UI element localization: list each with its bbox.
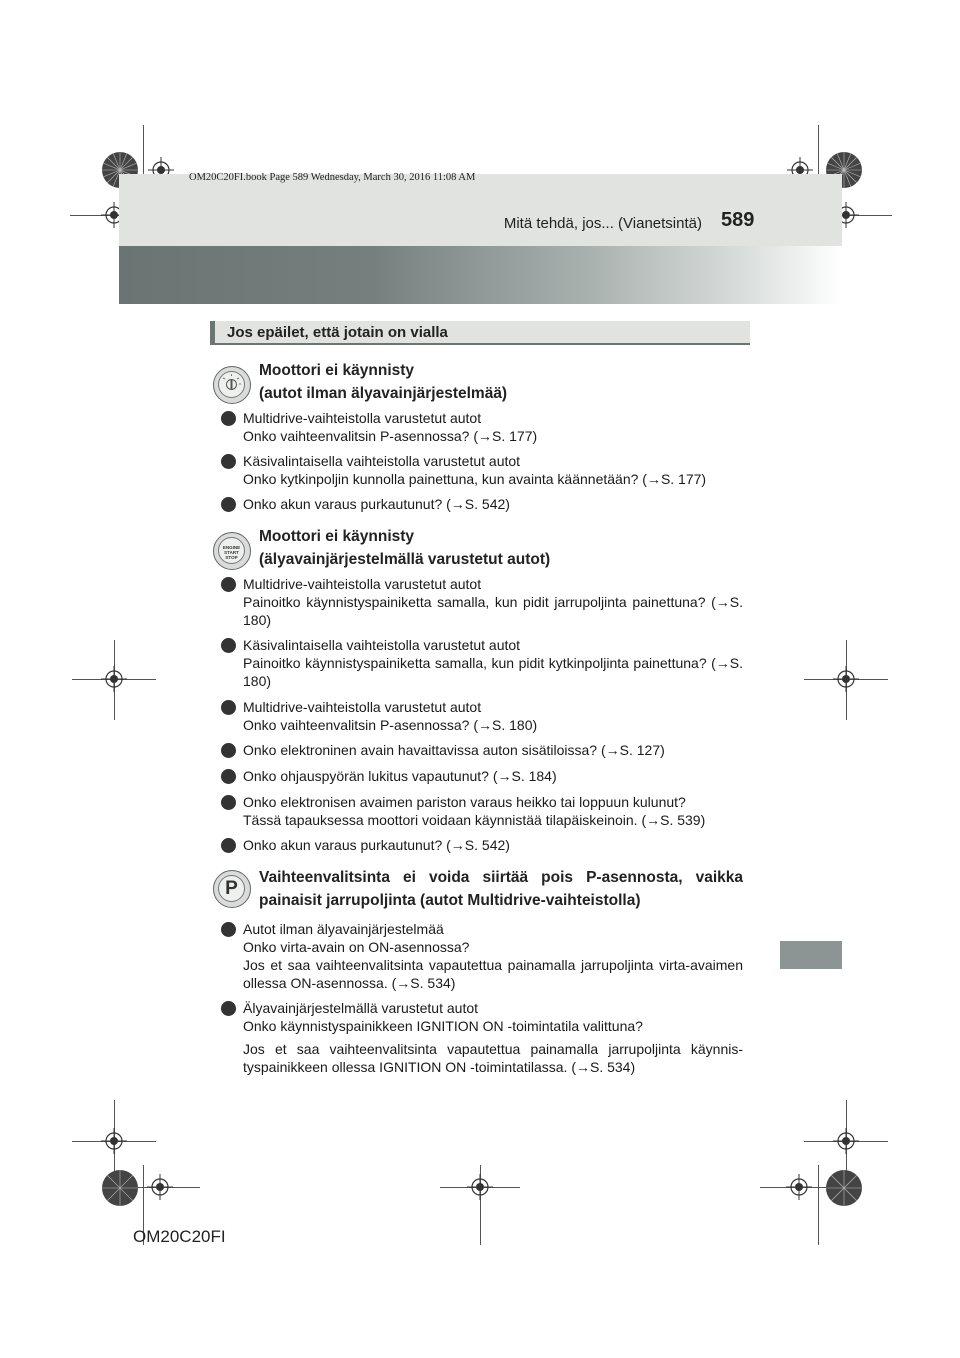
bullet-icon: [221, 795, 236, 810]
engine-start-stop-button-icon: ENGINE START STOP: [213, 532, 251, 570]
crosshair-mark-icon: [833, 1128, 859, 1154]
block2-title-line1: Moottori ei käynnisty: [259, 528, 415, 545]
bullet-icon: [221, 411, 236, 426]
block1-title-line1: Moottori ei käynnisty: [259, 362, 415, 379]
block3-title: Vaihteenvalitsinta ei voida siirtää pois P-asennosta, vaikka painaisit jarrupoljinta (autot Multidrive-vaihteistolla): [259, 869, 743, 909]
bullet-icon: [221, 838, 236, 853]
document-code: OM20C20FI: [133, 1227, 226, 1246]
bullet-icon: [221, 922, 236, 937]
chapter-title: Mitä tehdä, jos... (Vianetsintä): [503, 215, 702, 232]
list-item: Käsivalintaisella vaihteistolla varustetut autot Painoitko käynnistyspainiketta samalla, kun pidit kytkinpoljinta painettuna? (→S. 180): [243, 637, 743, 689]
page-number: 589: [721, 209, 755, 231]
bullet-icon: [221, 454, 236, 469]
crosshair-mark-icon: [467, 1174, 493, 1200]
bullet-icon: [221, 1001, 236, 1016]
section-heading: [210, 321, 750, 345]
block1-title: [259, 359, 507, 405]
list-item: Onko ohjauspyörän lukitus vapautunut? (→S. 184): [243, 768, 557, 784]
list-item: Onko akun varaus purkautunut? (→S. 542): [243, 837, 510, 853]
block2-title: [259, 525, 550, 571]
section-heading-text: Jos epäilet, että jotain on vialla: [227, 324, 448, 341]
crosshair-mark-icon: [101, 1128, 127, 1154]
ignition-key-switch-icon: [213, 366, 251, 404]
list-item: Onko elektroninen avain havaittavissa auton sisätiloissa? (→S. 127): [243, 742, 665, 758]
list-item: Onko elektronisen avaimen pariston varaus heikko tai loppuun kulunut? Tässä tapauksessa moottori voidaan käynnistää tilapäiskeinoin. (→S. 539): [243, 794, 706, 828]
crosshair-mark-icon: [101, 666, 127, 692]
block1-title-line2: (autot ilman älyavainjärjestelmää): [259, 385, 508, 402]
list-item: Multidrive-vaihteistolla varustetut autot Onko vaihteenvalitsin P-asennossa? (→S. 180): [243, 699, 538, 733]
header-gradient-bar: [119, 246, 842, 304]
parking-p-icon: P: [213, 870, 251, 908]
chapter-side-tab: [780, 941, 842, 969]
bullet-icon: [221, 700, 236, 715]
registration-mark-icon: [824, 1168, 864, 1208]
bullet-icon: [221, 743, 236, 758]
block2-title-line2: (älyavainjärjestelmällä varustetut autot): [259, 551, 551, 568]
bullet-icon: [221, 497, 236, 512]
crosshair-mark-icon: [833, 666, 859, 692]
list-item: Multidrive-vaihteistolla varustetut autot Painoitko käynnistyspainiketta samalla, kun pidit jarrupoljinta painettuna? (→S. 180): [243, 576, 743, 628]
bullet-icon: [221, 638, 236, 653]
list-item: Älyavainjärjestelmällä varustetut autot Onko käynnistyspainikkeen IGNITION ON -toimintatila valittuna? Jos et saa vaihteenvalitsinta vapautettua painamalla jarrupoljinta käynnis-tyspainikkeen ollessa IGNITION ON -toimintatilassa. (→S. 534): [243, 1000, 743, 1075]
crosshair-mark-icon: [147, 1174, 173, 1200]
crosshair-mark-icon: [786, 1174, 812, 1200]
book-info: OM20C20FI.book Page 589 Wednesday, March 30, 2016 11:08 AM: [189, 172, 476, 183]
bullet-icon: [221, 769, 236, 784]
list-item: Onko akun varaus purkautunut? (→S. 542): [243, 496, 510, 512]
list-item: Käsivalintaisella vaihteistolla varustetut autot Onko kytkinpoljin kunnolla painettuna, kun avainta käännetään? (→S. 177): [243, 453, 707, 487]
list-item: Multidrive-vaihteistolla varustetut autot Onko vaihteenvalitsin P-asennossa? (→S. 177): [243, 410, 538, 444]
list-item: Autot ilman älyavainjärjestelmää Onko virta-avain on ON-asennossa? Jos et saa vaihteenvalitsinta vapautettua painamalla jarrupoljinta virta-avaimen ollessa ON-asennossa. (→S. 534): [243, 921, 743, 991]
bullet-icon: [221, 577, 236, 592]
registration-mark-icon: [100, 1168, 140, 1208]
